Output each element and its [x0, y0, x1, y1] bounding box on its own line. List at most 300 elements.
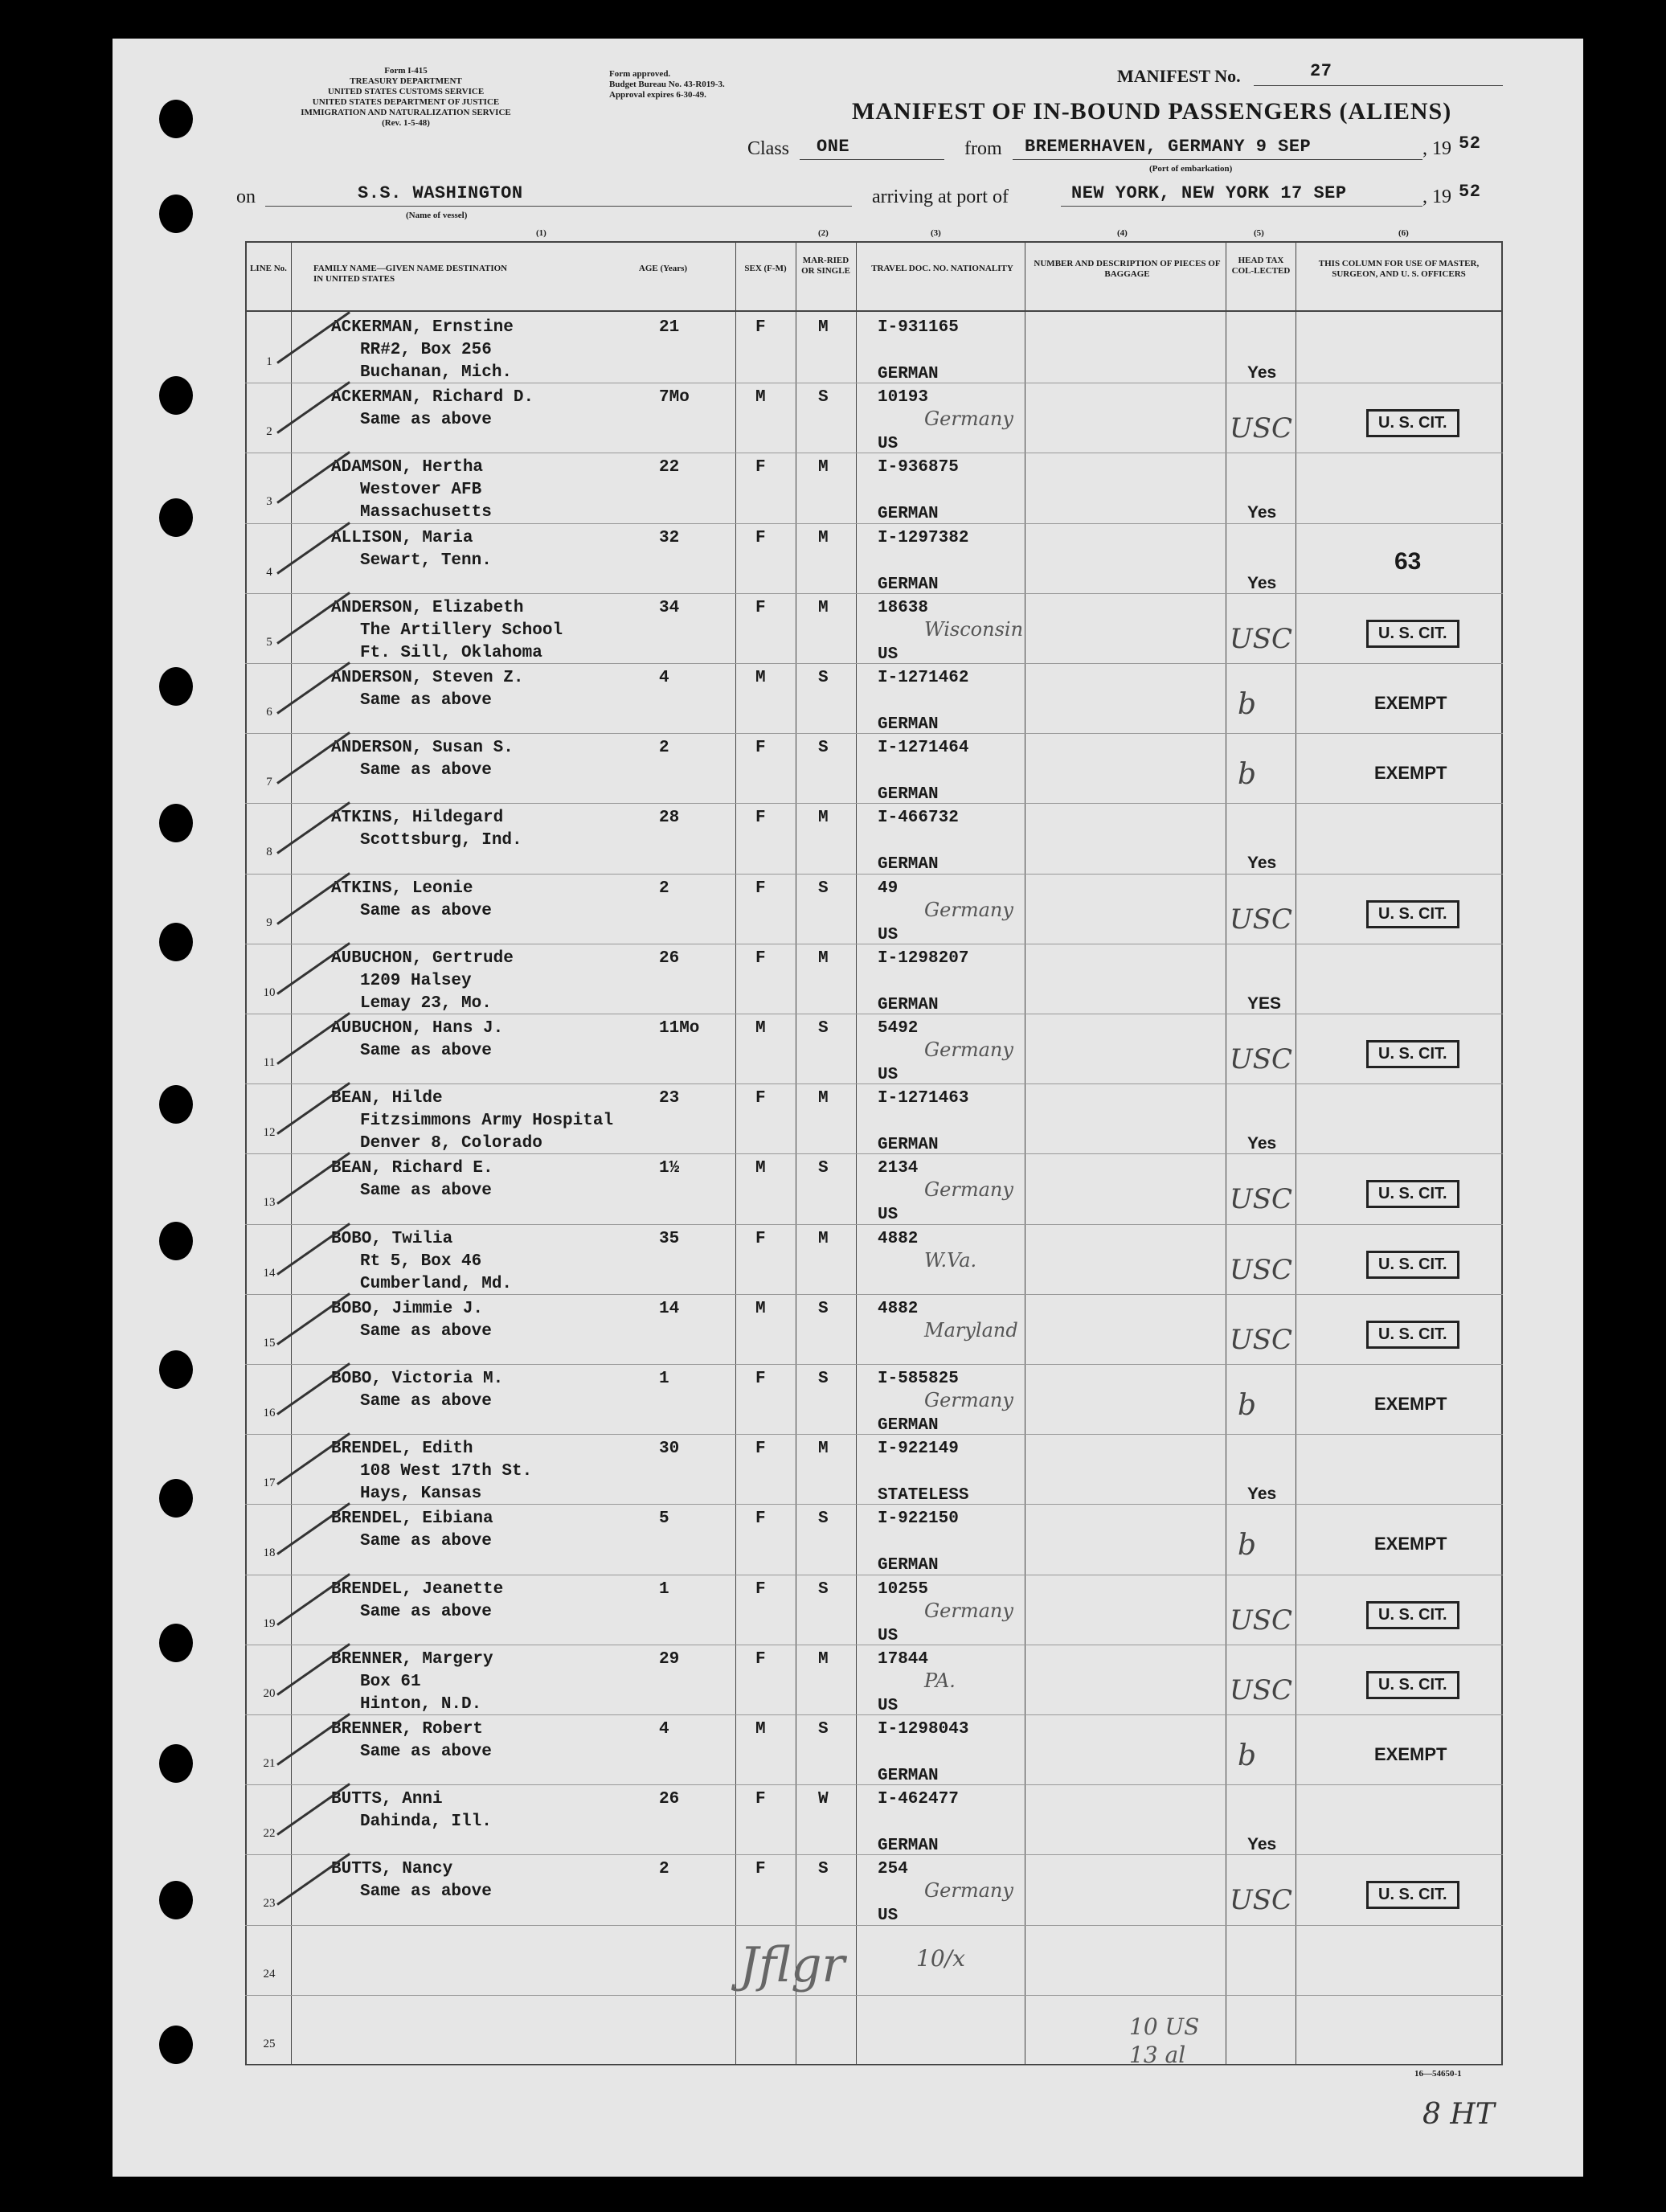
travel-doc-no: 5492 [878, 1019, 919, 1038]
sex: M [755, 1720, 766, 1739]
travel-doc-no: 18638 [878, 598, 929, 617]
line-number: 5 [266, 635, 272, 649]
line-number: 8 [266, 846, 272, 859]
destination-line-1: Dahinda, Ill. [360, 1813, 492, 1832]
bottom-right-annotation: 8 HT [1422, 2098, 1495, 2131]
age: 21 [659, 318, 680, 337]
destination-line-2: Denver 8, Colorado [360, 1134, 542, 1153]
marital-status: M [818, 528, 829, 547]
sex: F [755, 948, 766, 968]
col-num-4: (4) [1117, 228, 1128, 238]
travel-doc-no: 10255 [878, 1579, 929, 1599]
travel-doc-no: I-936875 [878, 458, 959, 477]
line-number: 24 [263, 1967, 276, 1981]
row-separator [245, 1153, 1503, 1154]
sex: M [755, 388, 766, 408]
destination-line-1: Box 61 [360, 1672, 421, 1691]
col-header-line-no: LINE No. [250, 264, 287, 273]
nationality: US [878, 1696, 898, 1715]
head-tax: Yes [1247, 854, 1277, 873]
row-separator [245, 523, 1503, 524]
age: 35 [659, 1229, 680, 1248]
vessel-note: (Name of vessel) [406, 211, 468, 220]
age: 5 [659, 1509, 669, 1529]
nationality: GERMAN [878, 365, 939, 383]
us-cit-stamp: U. S. CIT. [1366, 409, 1459, 437]
age: 7Mo [659, 388, 690, 408]
binder-hole [159, 1881, 193, 1919]
passenger-name: ANDERSON, Susan S. [331, 739, 514, 758]
b-mark: b [1238, 688, 1257, 721]
passenger-name: BUTTS, Anni [331, 1790, 443, 1809]
destination-line-1: Same as above [360, 1321, 492, 1341]
nationality: GERMAN [878, 715, 939, 734]
travel-doc-no: I-1297382 [878, 528, 969, 547]
head-tax: Yes [1247, 573, 1277, 592]
arr-year-value: 52 [1459, 182, 1481, 202]
passenger-name: BRENNER, Robert [331, 1720, 484, 1739]
age: 29 [659, 1649, 680, 1669]
destination-line-2: Hinton, N.D. [360, 1694, 482, 1714]
line-number: 16 [263, 1407, 276, 1419]
nationality: GERMAN [878, 1767, 939, 1785]
binder-hole [159, 1624, 193, 1662]
marital-status: S [818, 739, 829, 758]
usc-mark: USC [1230, 1183, 1292, 1216]
passenger-name: ADAMSON, Hertha [331, 458, 484, 477]
us-cit-stamp: U. S. CIT. [1366, 1180, 1459, 1208]
destination-line-1: Scottsburg, Ind. [360, 831, 522, 850]
sex: F [755, 879, 766, 898]
passenger-name: ATKINS, Hildegard [331, 809, 504, 828]
destination-line-2: Cumberland, Md. [360, 1274, 513, 1293]
binder-hole [159, 1222, 193, 1260]
line-number: 2 [266, 425, 272, 439]
handwritten-note: PA. [924, 1669, 956, 1692]
travel-doc-no: I-1271463 [878, 1089, 969, 1108]
travel-doc-no: 49 [878, 879, 898, 898]
sex: F [755, 1579, 766, 1599]
marital-status: S [818, 1019, 829, 1038]
age: 30 [659, 1440, 680, 1459]
passenger-name: BOBO, Jimmie J. [331, 1299, 484, 1318]
form-approval: Form approved. Budget Bureau No. 43-R019-3. Approval expires 6-30-49. [609, 69, 725, 100]
age: 11Mo [659, 1019, 700, 1038]
col-num-1: (1) [536, 228, 546, 238]
marital-status: M [818, 1649, 829, 1669]
line-number: 15 [263, 1336, 276, 1350]
travel-doc-no: 254 [878, 1860, 908, 1879]
head-tax: Yes [1247, 1134, 1277, 1153]
us-cit-stamp: U. S. CIT. [1366, 1601, 1459, 1629]
passenger-name: BRENDEL, Jeanette [331, 1579, 504, 1599]
destination-line-1: Rt 5, Box 46 [360, 1251, 482, 1271]
usc-mark: USC [1230, 1604, 1292, 1636]
exempt-stamp: EXEMPT [1374, 693, 1447, 713]
handwritten-note: Germany [924, 1879, 1013, 1903]
age: 2 [659, 1860, 669, 1879]
marital-status: W [818, 1790, 829, 1809]
sex: F [755, 1509, 766, 1529]
destination-line-1: RR#2, Box 256 [360, 341, 492, 359]
nationality: GERMAN [878, 785, 939, 805]
line-number: 11 [263, 1056, 276, 1069]
col-header-age: AGE (Years) [638, 264, 688, 273]
row-separator [245, 1294, 1503, 1295]
handwritten-note: Germany [924, 408, 1013, 431]
marital-status: S [818, 1720, 829, 1739]
passenger-name: BUTTS, Nancy [331, 1860, 453, 1879]
age: 23 [659, 1089, 680, 1108]
manifest-no: 27 [1310, 61, 1332, 81]
binder-hole [159, 376, 193, 415]
travel-doc-no: I-1271464 [878, 739, 969, 758]
col-header-sex: SEX (F-M) [744, 264, 787, 273]
age: 14 [659, 1299, 680, 1318]
sex: M [755, 1159, 766, 1178]
nationality: US [878, 1626, 898, 1645]
age: 22 [659, 458, 680, 477]
sex: F [755, 598, 766, 617]
sex: F [755, 1790, 766, 1809]
row-separator [245, 1083, 1503, 1084]
nationality: US [878, 435, 898, 454]
nationality: US [878, 925, 898, 944]
binder-hole [159, 923, 193, 961]
line-number: 7 [266, 776, 272, 789]
destination-line-1: Same as above [360, 1042, 492, 1060]
destination-line-1: Same as above [360, 1182, 492, 1201]
usc-mark: USC [1230, 412, 1292, 445]
row-separator [245, 803, 1503, 804]
arriving-label: arriving at port of [872, 186, 1009, 207]
marital-status: S [818, 1299, 829, 1318]
us-cit-stamp: U. S. CIT. [1366, 1251, 1459, 1279]
destination-line-2: Hays, Kansas [360, 1485, 482, 1504]
marital-status: S [818, 669, 829, 687]
nationality: GERMAN [878, 1416, 939, 1435]
usc-mark: USC [1230, 1323, 1292, 1356]
handwritten-note: Germany [924, 1599, 1013, 1622]
destination-line-1: Same as above [360, 1882, 492, 1902]
age: 26 [659, 948, 680, 968]
nationality: US [878, 1206, 898, 1225]
destination-line-1: Same as above [360, 691, 492, 710]
binder-hole [159, 2026, 193, 2064]
destination-line-1: Same as above [360, 1532, 492, 1551]
age: 1 [659, 1370, 669, 1388]
row-separator [245, 874, 1503, 875]
travel-doc-no: 2134 [878, 1159, 919, 1178]
sex: F [755, 1229, 766, 1248]
manifest-title: MANIFEST OF IN-BOUND PASSENGERS (ALIENS) [852, 98, 1452, 125]
usc-mark: USC [1230, 622, 1292, 655]
travel-doc-no: I-1271462 [878, 669, 969, 687]
exempt-stamp: EXEMPT [1374, 1534, 1447, 1555]
row-separator [245, 1784, 1503, 1785]
travel-doc-no: I-466732 [878, 809, 959, 828]
destination-line-1: 1209 Halsey [360, 971, 472, 990]
passenger-name: BRENDEL, Eibiana [331, 1509, 493, 1529]
nationality: GERMAN [878, 575, 939, 594]
us-cit-stamp: U. S. CIT. [1366, 900, 1459, 928]
nationality: GERMAN [878, 995, 939, 1014]
passenger-name: BOBO, Victoria M. [331, 1370, 504, 1388]
from-label: from [964, 138, 1002, 159]
passenger-name: BEAN, Hilde [331, 1089, 443, 1108]
line-number: 17 [263, 1477, 276, 1490]
us-cit-stamp: U. S. CIT. [1366, 1040, 1459, 1068]
sex: F [755, 1649, 766, 1669]
row-separator [245, 1364, 1503, 1365]
travel-doc-no: 17844 [878, 1649, 929, 1669]
col-header-officers: THIS COLUMN FOR USE OF MASTER, SURGEON, AND U. S. OFFICERS [1318, 259, 1480, 279]
tally-2: 13 al [1129, 2042, 1186, 2068]
line-number: 20 [263, 1686, 276, 1700]
marital-status: M [818, 318, 829, 337]
handwritten-note: Germany [924, 898, 1013, 921]
on-label: on [236, 186, 256, 207]
line-number: 9 [266, 916, 272, 929]
destination-line-1: Same as above [360, 1743, 492, 1761]
destination-line-1: Sewart, Tenn. [360, 551, 492, 570]
destination-line-1: Same as above [360, 1392, 492, 1411]
destination-line-2: Buchanan, Mich. [360, 363, 513, 382]
age: 28 [659, 809, 680, 828]
destination-line-1: 108 West 17th St. [360, 1462, 533, 1481]
age: 1½ [659, 1159, 680, 1178]
handwritten-note: Germany [924, 1178, 1013, 1202]
row-separator [245, 663, 1503, 664]
marital-status: M [818, 948, 829, 968]
sex: F [755, 739, 766, 758]
passenger-name: ACKERMAN, Richard D. [331, 388, 534, 408]
line-number: 1 [266, 355, 272, 368]
nationality: US [878, 1066, 898, 1084]
sex: M [755, 669, 766, 687]
binder-hole [159, 195, 193, 233]
passenger-name: ANDERSON, Steven Z. [331, 669, 524, 687]
col-num-3: (3) [931, 228, 941, 238]
row-separator [245, 1854, 1503, 1855]
line-number: 18 [263, 1546, 276, 1560]
marital-status: S [818, 1579, 829, 1599]
year-prefix: , 19 [1422, 138, 1451, 159]
row-separator [245, 593, 1503, 594]
b-mark: b [1238, 1389, 1257, 1422]
nationality: GERMAN [878, 1136, 939, 1155]
passenger-name: ACKERMAN, Ernstine [331, 318, 514, 337]
handwritten-note: Germany [924, 1038, 1013, 1061]
passenger-name: BOBO, Twilia [331, 1229, 453, 1248]
frac-annotation: 10/x [916, 1945, 965, 1972]
passenger-name: ANDERSON, Elizabeth [331, 598, 524, 617]
marital-status: M [818, 1229, 829, 1248]
destination-line-1: Same as above [360, 1602, 492, 1621]
head-tax: Yes [1247, 363, 1277, 382]
col-num-2: (2) [818, 228, 829, 238]
handwritten-note: W.Va. [924, 1248, 977, 1272]
travel-doc-no: I-922150 [878, 1509, 959, 1529]
row-separator [245, 2065, 1503, 2066]
age: 4 [659, 1720, 669, 1739]
manifest-no-label: MANIFEST No. [1117, 66, 1241, 86]
line-number: 19 [263, 1616, 276, 1630]
nationality: GERMAN [878, 505, 939, 524]
travel-doc-no: I-585825 [878, 1370, 959, 1388]
footer-code: 16—54650-1 [1414, 2069, 1462, 2079]
age: 4 [659, 669, 669, 687]
sex: F [755, 1370, 766, 1388]
marital-status: S [818, 1159, 829, 1178]
sex: M [755, 1019, 766, 1038]
handwritten-note: Germany [924, 1389, 1013, 1411]
b-mark: b [1238, 1529, 1257, 1563]
marital-status: S [818, 1860, 829, 1879]
head-tax: Yes [1247, 1485, 1277, 1504]
arr-year-prefix: , 19 [1422, 186, 1451, 207]
col-header-married: MAR-RIED OR SINGLE [801, 256, 850, 276]
from-value: BREMERHAVEN, GERMANY 9 SEP [1025, 137, 1312, 157]
destination-line-2: Ft. Sill, Oklahoma [360, 643, 542, 662]
destination-line-1: Same as above [360, 901, 492, 920]
passenger-name: AUBUCHON, Hans J. [331, 1019, 504, 1038]
sex: F [755, 809, 766, 828]
arriving-value: NEW YORK, NEW YORK 17 SEP [1071, 183, 1347, 203]
line-number: 4 [266, 565, 272, 579]
binder-hole [159, 498, 193, 537]
travel-doc-no: I-1298207 [878, 948, 969, 968]
age: 2 [659, 879, 669, 898]
binder-hole [159, 1085, 193, 1124]
signature: Jflgr [739, 1937, 845, 1993]
marital-status: M [818, 1440, 829, 1459]
nationality: US [878, 1907, 898, 1926]
head-tax: Yes [1247, 503, 1277, 522]
line-number: 22 [263, 1827, 276, 1841]
destination-line-1: Fitzsimmons Army Hospital [360, 1112, 614, 1131]
binder-hole [159, 100, 193, 138]
line-number: 10 [263, 985, 276, 999]
binder-hole [159, 1479, 193, 1518]
exempt-stamp: EXEMPT [1374, 1744, 1447, 1764]
us-cit-stamp: U. S. CIT. [1366, 1671, 1459, 1699]
travel-doc-no: I-1298043 [878, 1720, 969, 1739]
line-number: 3 [266, 495, 272, 509]
age: 1 [659, 1579, 669, 1599]
line-number: 21 [263, 1757, 276, 1770]
marital-status: S [818, 879, 829, 898]
binder-hole [159, 1744, 193, 1783]
b-mark: b [1238, 758, 1257, 792]
port-note: (Port of embarkation) [1149, 164, 1233, 174]
nationality: STATELESS [878, 1486, 969, 1505]
nationality: GERMAN [878, 1556, 939, 1575]
destination-line-1: Same as above [360, 761, 492, 780]
class-value: ONE [817, 137, 850, 157]
travel-doc-no: 4882 [878, 1229, 919, 1248]
col-header-headtax: HEAD TAX COL-LECTED [1231, 256, 1291, 276]
passenger-name: AUBUCHON, Gertrude [331, 948, 514, 968]
destination-line-1: Westover AFB [360, 481, 482, 500]
marital-status: M [818, 809, 829, 828]
usc-mark: USC [1230, 1253, 1292, 1286]
row-separator [245, 1504, 1503, 1505]
travel-doc-no: I-931165 [878, 318, 959, 337]
travel-doc-no: 10193 [878, 388, 929, 408]
age: 2 [659, 739, 669, 758]
line-number: 6 [266, 706, 272, 719]
us-cit-stamp: U. S. CIT. [1366, 1321, 1459, 1349]
passenger-name: BRENNER, Margery [331, 1649, 493, 1669]
row-separator [245, 1434, 1503, 1435]
sex: F [755, 458, 766, 477]
usc-mark: USC [1230, 903, 1292, 936]
binder-hole [159, 1350, 193, 1389]
nationality: GERMAN [878, 1837, 939, 1856]
sex: F [755, 528, 766, 547]
marital-status: S [818, 1509, 829, 1529]
page-annotation: 63 [1394, 547, 1422, 575]
us-cit-stamp: U. S. CIT. [1366, 1881, 1459, 1909]
col-num-5: (5) [1254, 228, 1264, 238]
sex: F [755, 1440, 766, 1459]
row-separator [245, 1995, 1503, 1996]
line-number: 12 [263, 1126, 276, 1140]
exempt-stamp: EXEMPT [1374, 1394, 1447, 1414]
nationality: GERMAN [878, 855, 939, 875]
line-number: 25 [263, 2037, 276, 2050]
form-header-left: Form I-415 TREASURY DEPARTMENT UNITED STATES CUSTOMS SERVICE UNITED STATES DEPARTMENT OF JUSTICE IMMIGRATION AND NATURALIZATION SERVICE (Rev. 1-5-48) [301, 66, 511, 128]
col-header-baggage: NUMBER AND DESCRIPTION OF PIECES OF BAGGAGE [1034, 259, 1221, 279]
row-separator [245, 1925, 1503, 1926]
sex: F [755, 1089, 766, 1108]
year-value: 52 [1459, 133, 1481, 154]
head-tax: YES [1247, 993, 1282, 1013]
passenger-name: BEAN, Richard E. [331, 1159, 493, 1178]
row-separator [245, 733, 1503, 734]
usc-mark: USC [1230, 1673, 1292, 1706]
marital-status: S [818, 388, 829, 408]
marital-status: M [818, 598, 829, 617]
marital-status: M [818, 458, 829, 477]
row-separator [245, 1224, 1503, 1225]
b-mark: b [1238, 1739, 1257, 1772]
passenger-name: BRENDEL, Edith [331, 1440, 473, 1459]
binder-hole [159, 667, 193, 706]
head-tax: Yes [1247, 1835, 1277, 1854]
travel-doc-no: I-922149 [878, 1440, 959, 1459]
destination-line-1: The Artillery School [360, 621, 563, 640]
marital-status: M [818, 1089, 829, 1108]
col-header-name: FAMILY NAME—GIVEN NAME DESTINATION IN UNITED STATES [313, 264, 508, 284]
destination-line-1: Same as above [360, 411, 492, 430]
col-num-6: (6) [1398, 228, 1409, 238]
travel-doc-no: I-462477 [878, 1790, 959, 1809]
passenger-name: ATKINS, Leonie [331, 879, 473, 898]
sex: F [755, 318, 766, 337]
sex: F [755, 1860, 766, 1879]
class-label: Class [747, 138, 790, 159]
binder-hole [159, 804, 193, 842]
line-number: 14 [263, 1266, 276, 1280]
us-cit-stamp: U. S. CIT. [1366, 620, 1459, 648]
sex: M [755, 1299, 766, 1318]
age: 26 [659, 1790, 680, 1809]
age: 34 [659, 598, 680, 617]
destination-line-2: Massachusetts [360, 503, 492, 522]
tally-1: 10 US [1129, 2013, 1200, 2040]
